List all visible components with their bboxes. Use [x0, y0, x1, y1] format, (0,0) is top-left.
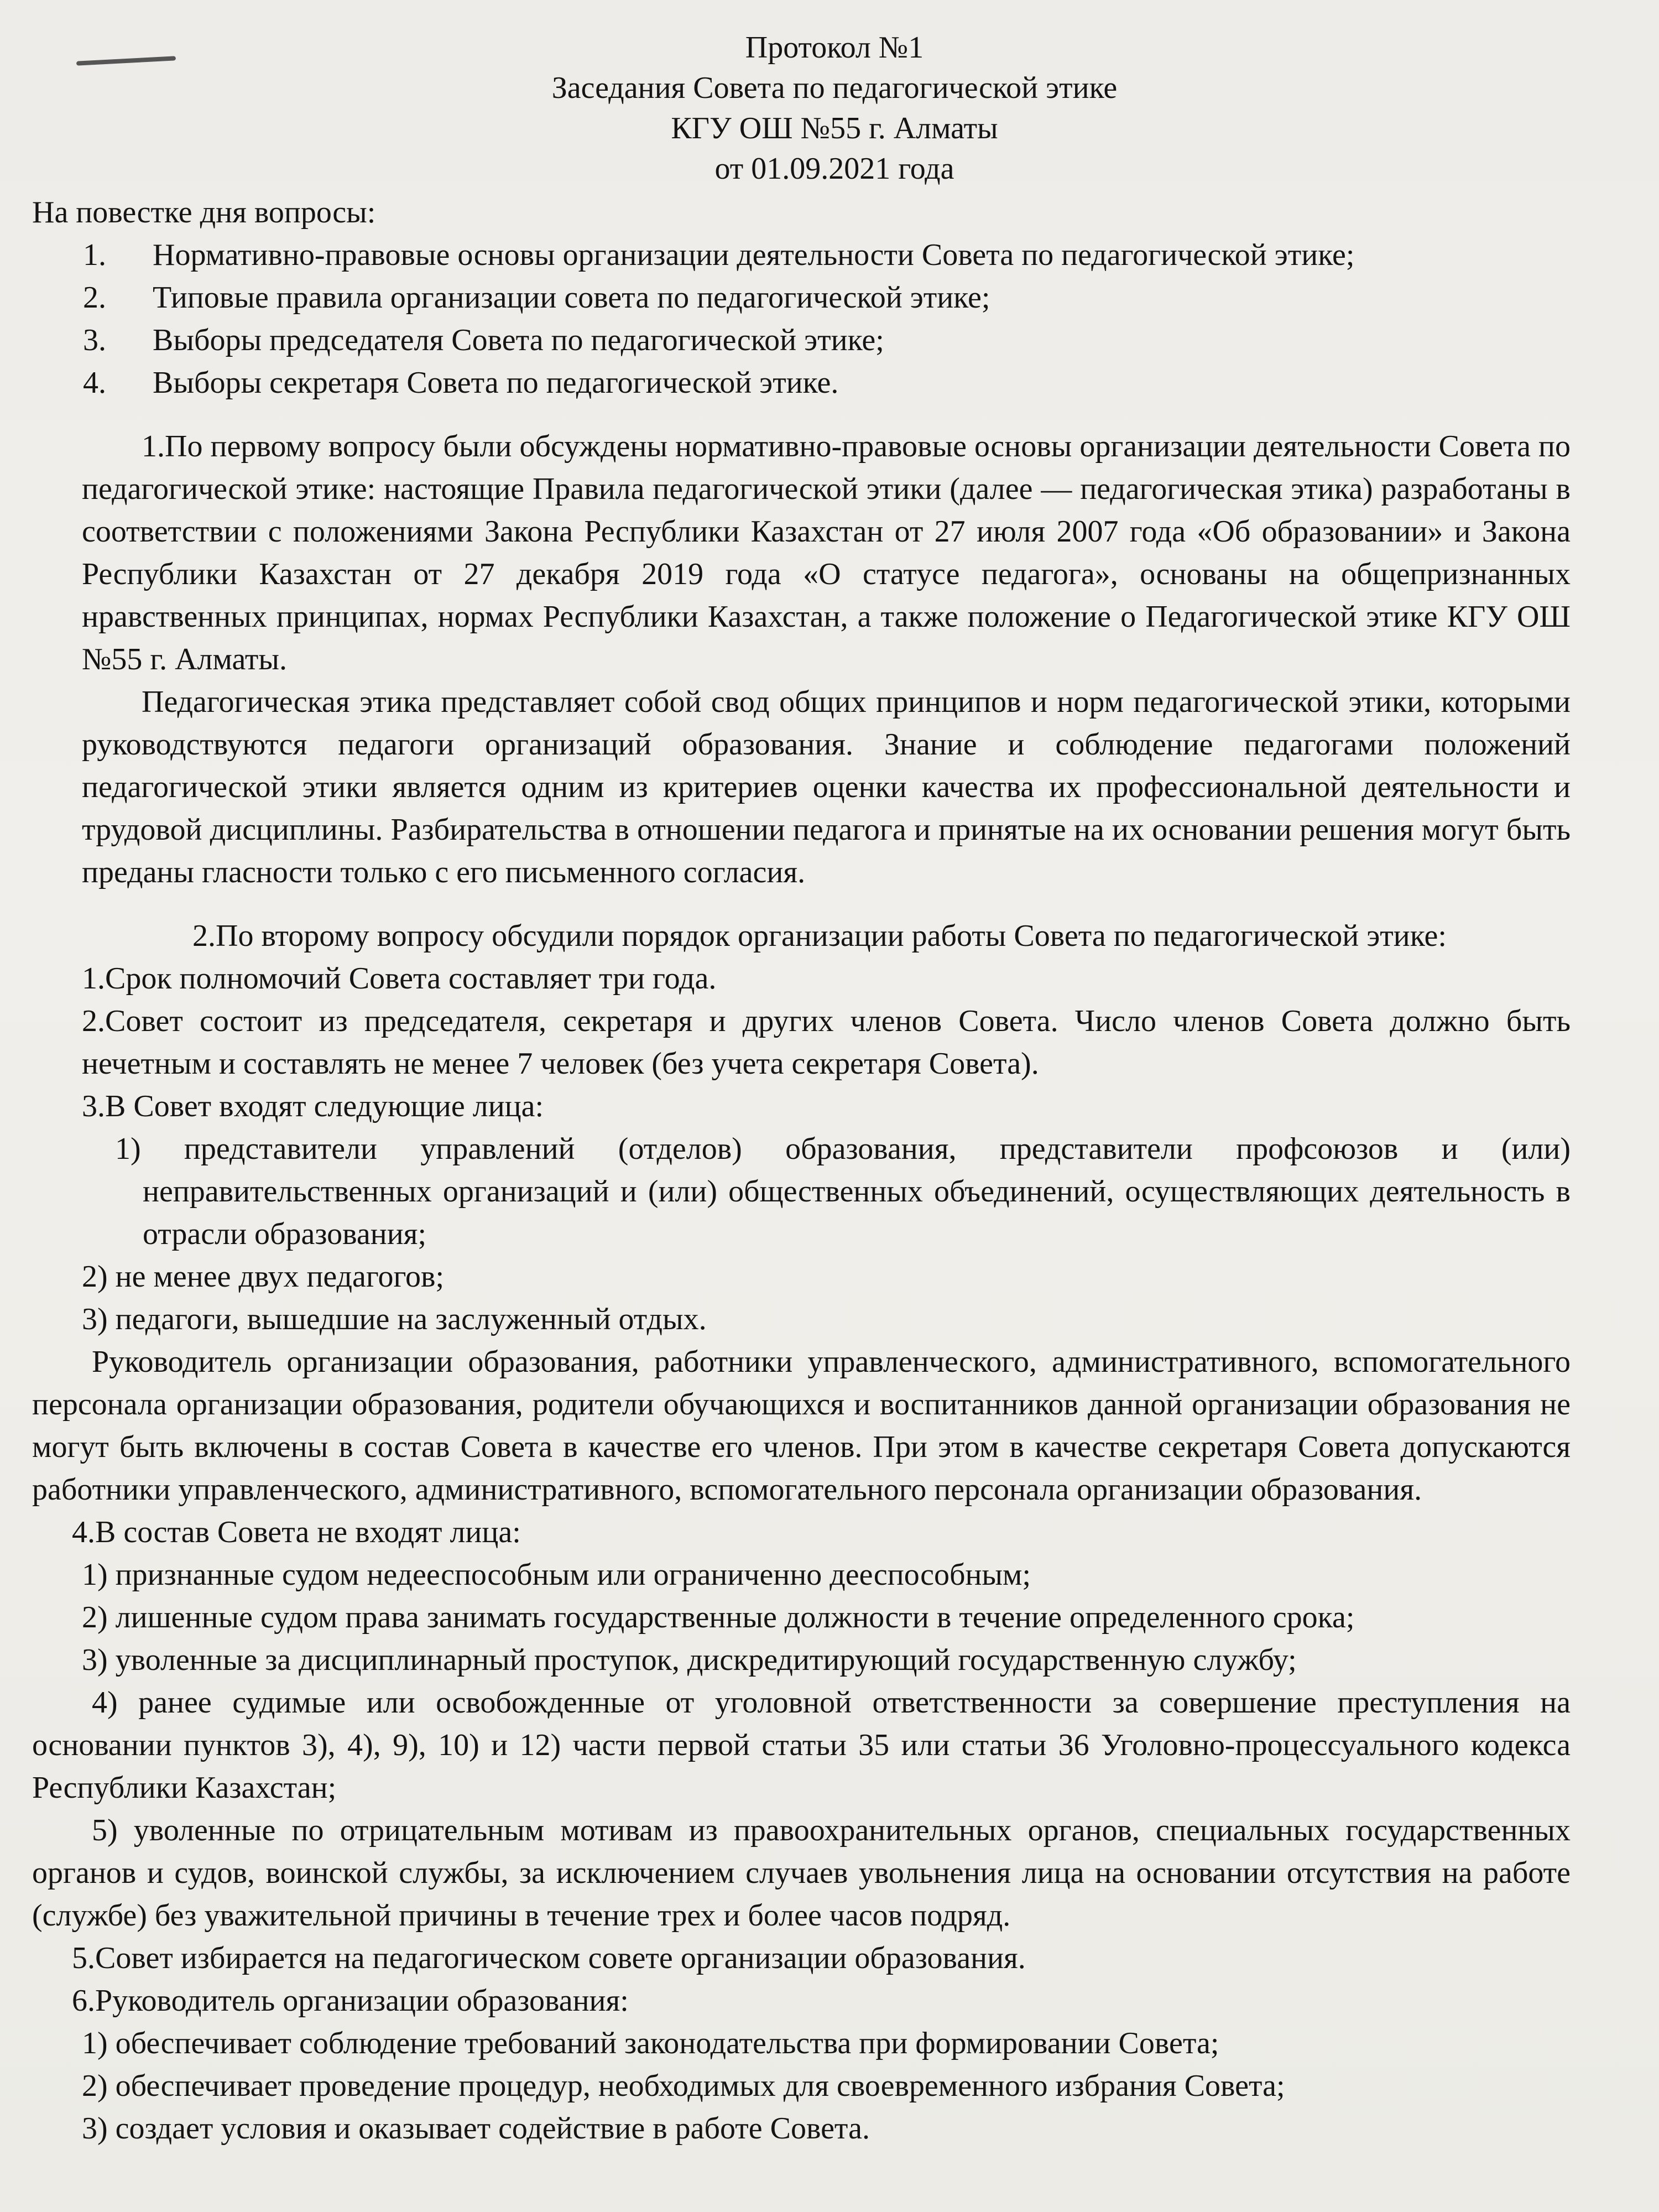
list-item: 2. Типовые правила организации совета по педагогической этике;: [83, 280, 990, 315]
section2-item: 2.Совет состоит из председателя, секретаря и других членов Совета. Число членов Совета должно быть нечетным и составлять не менее 7 человек (без учета секретаря Совета).: [82, 1004, 1571, 1081]
list-item: 4. Выборы секретаря Совета по педагогической этике.: [83, 366, 839, 400]
section2-subitem: 2) обеспечивает проведение процедур, необходимых для своевременного избрания Совета;: [82, 2069, 1285, 2103]
list-item: 1. Нормативно-правовые основы организации деятельности Совета по педагогической этике;: [83, 238, 1355, 272]
section2-subitem: 2) не менее двух педагогов;: [82, 1259, 445, 1294]
agenda-intro: На повестке дня вопросы:: [32, 195, 376, 230]
section2-subitem: 4) ранее судимые или освобожденные от уголовной ответственности за совершение преступления на основании пунктов 3), 4), 9), 10) и 12) части первой статьи 35 или статьи 36 Уголовно-процессуального кодекса Республики Казахстан;: [32, 1685, 1571, 1805]
section2-subitem: 3) уволенные за дисциплинарный проступок, дискредитирующий государственную службу;: [82, 1643, 1297, 1677]
section-2: [32, 915, 1571, 2150]
section2-item: 3.В Совет входят следующие лица:: [82, 1089, 544, 1123]
agenda-list: [32, 234, 1571, 404]
section2-note: Руководитель организации образования, работники управленческого, административного, вспомогательного персонала организации образования, родители обучающихся и воспитанников данной организации образования не могут быть включены в состав Совета в качестве его членов. При этом в качестве секретаря Совета допускаются работники управленческого, административного, вспомогательного персонала организации образования.: [32, 1345, 1571, 1507]
section-1: [82, 425, 1571, 894]
section1-paragraph: Педагогическая этика представляет собой свод общих принципов и норм педагогической этики, которыми руководствуются педагоги организаций образования. Знание и соблюдение педагогами положений педагогической этики является одним из критериев оценки качества их профессиональной деятельности и трудовой дисциплины. Разбирательства в отношении педагога и принятые на их основании решения могут быть преданы гласности только с его письменного согласия.: [82, 685, 1571, 889]
section2-subitem: 3) создает условия и оказывает содействие в работе Совета.: [82, 2111, 870, 2146]
section2-item: 1.Срок полномочий Совета составляет три года.: [82, 961, 717, 996]
document-header: [98, 28, 1571, 189]
organization-name: КГУ ОШ №55 г. Алматы: [671, 111, 998, 145]
protocol-subtitle: Заседания Совета по педагогической этике: [551, 71, 1118, 105]
section2-subitem: 5) уволенные по отрицательным мотивам из правоохранительных органов, специальных государственных органов и судов, воинской службы, за исключением случаев увольнения лица на основании отсутствия на работе (службе) без уважительной причины в течение трех и более часов подряд.: [32, 1813, 1571, 1933]
list-item: 3. Выборы председателя Совета по педагогической этике;: [83, 323, 884, 357]
section2-intro: 2.По второму вопросу обсудили порядок организации работы Совета по педагогической этике:: [192, 919, 1447, 953]
section2-subitem: 3) педагоги, вышедшие на заслуженный отдых.: [82, 1302, 707, 1336]
protocol-date: от 01.09.2021 года: [714, 152, 954, 186]
section2-subitem: 2) лишенные судом права занимать государственные должности в течение определенного срока;: [82, 1600, 1355, 1635]
section2-item: 4.В состав Совета не входят лица:: [72, 1515, 521, 1549]
section2-item: 5.Совет избирается на педагогическом совете организации образования.: [72, 1941, 1026, 1975]
section1-paragraph: 1.По первому вопросу были обсуждены нормативно-правовые основы организации деятельности Совета по педагогической этике: настоящие Правила педагогической этики (далее — педагогическая этика) разработаны в соответствии с положениями Закона Республики Казахстан от 27 июля 2007 года «Об образовании» и Закона Республики Казахстан от 27 декабря 2019 года «О статусе педагога», основаны на общепризнанных нравственных принципах, нормах Республики Казахстан, а также положение о Педагогической этике КГУ ОШ №55 г. Алматы.: [82, 429, 1571, 676]
section2-subitem: 1) признанные судом недееспособным или ограниченно дееспособным;: [82, 1558, 1031, 1592]
section2-item: 6.Руководитель организации образования:: [72, 1984, 629, 2018]
section2-subitem: 1) обеспечивает соблюдение требований законодательства при формировании Совета;: [82, 2026, 1219, 2060]
protocol-title: Протокол №1: [745, 30, 924, 65]
section2-subitem: 1) представители управлений (отделов) образования, представители профсоюзов и (или) неправительственных организаций и (или) общественных объединений, осуществляющих деятельность в отрасли образования;: [115, 1132, 1571, 1251]
